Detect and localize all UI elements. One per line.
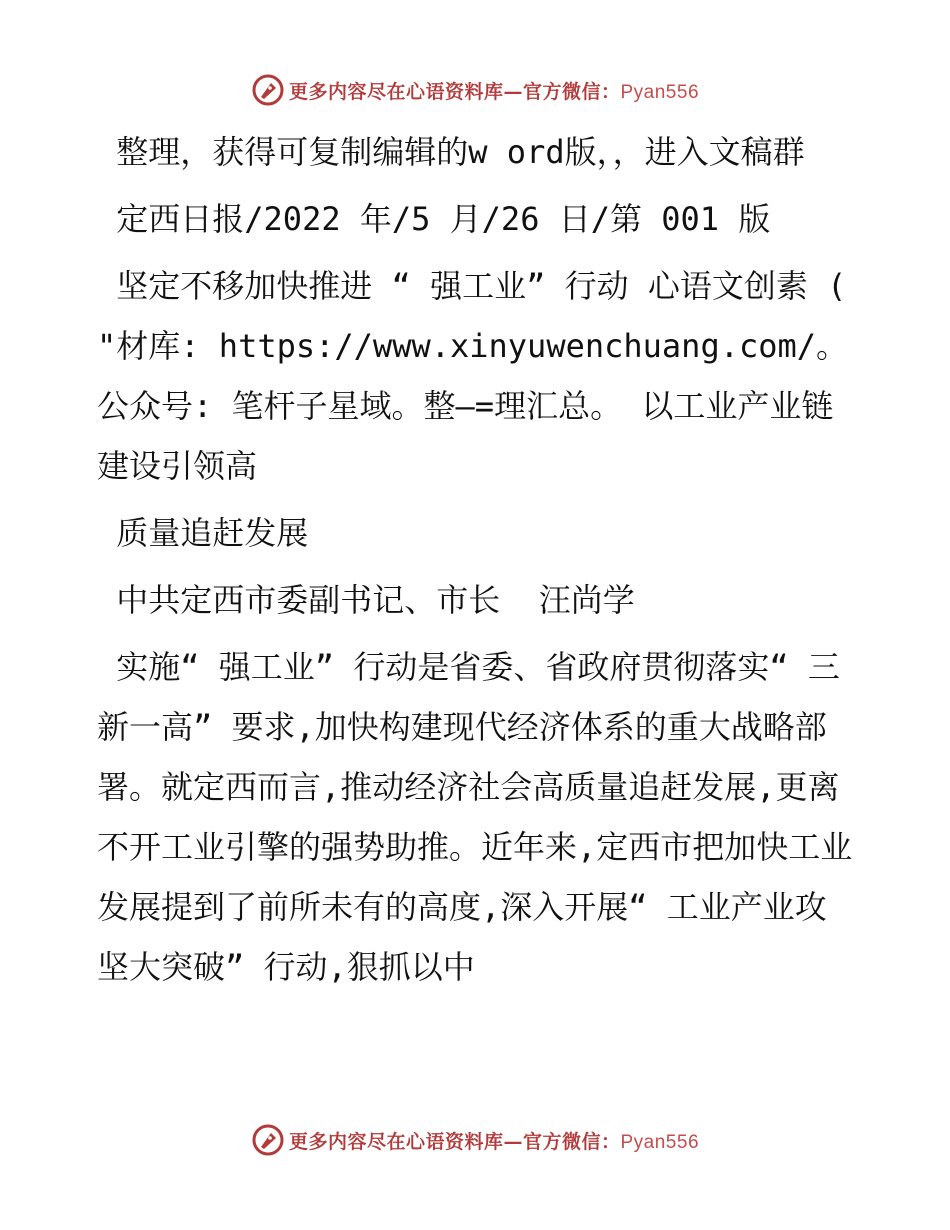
paragraph-author: 中共定西市委副书记、市长 汪尚学 <box>97 581 635 619</box>
paragraph-source: 定西日报/2022 年/5 月/26 日/第 001 版 <box>97 200 771 238</box>
paragraph-body: 实施“ 强工业” 行动是省委、省政府贯彻落实“ 三新一高” 要求,加快构建现代经济体系的重大战略部署。就定西而言,推动经济社会高质量追赶发展,更离不开工业引擎的强势助推。近年来,定西市把加快工业发展提到了前所未有的高度,深入开展“ 工业产业攻坚大突破” 行动,狠抓以中 <box>97 648 853 986</box>
footer-banner <box>0 1120 950 1160</box>
pen-nib-logo-icon <box>251 1123 285 1157</box>
header-banner-text: 更多内容尽在心语资料库—官方微信：Pyan556 <box>288 80 700 103</box>
paragraph-title: 坚定不移加快推进 “ 强工业” 行动 心语文创素 ( "材库: https://www.xinyuwenchuang.com/。公众号: 笔杆子星域。整—=理汇总。 以工业产业链建设引领高 <box>97 267 866 485</box>
footer-wechat-id: Pyan556 <box>620 1131 700 1153</box>
document-body <box>97 122 866 1004</box>
paragraph-note: 整理，获得可复制编辑的w ord版，，进入文稿群 <box>97 133 805 171</box>
header-wechat-id: Pyan556 <box>620 81 700 103</box>
paragraph-title-cont: 质量追赶发展 <box>97 514 309 552</box>
header-banner <box>0 70 950 110</box>
footer-banner-text: 更多内容尽在心语资料库—官方微信：Pyan556 <box>288 1130 700 1153</box>
pen-nib-logo-icon <box>251 73 285 107</box>
